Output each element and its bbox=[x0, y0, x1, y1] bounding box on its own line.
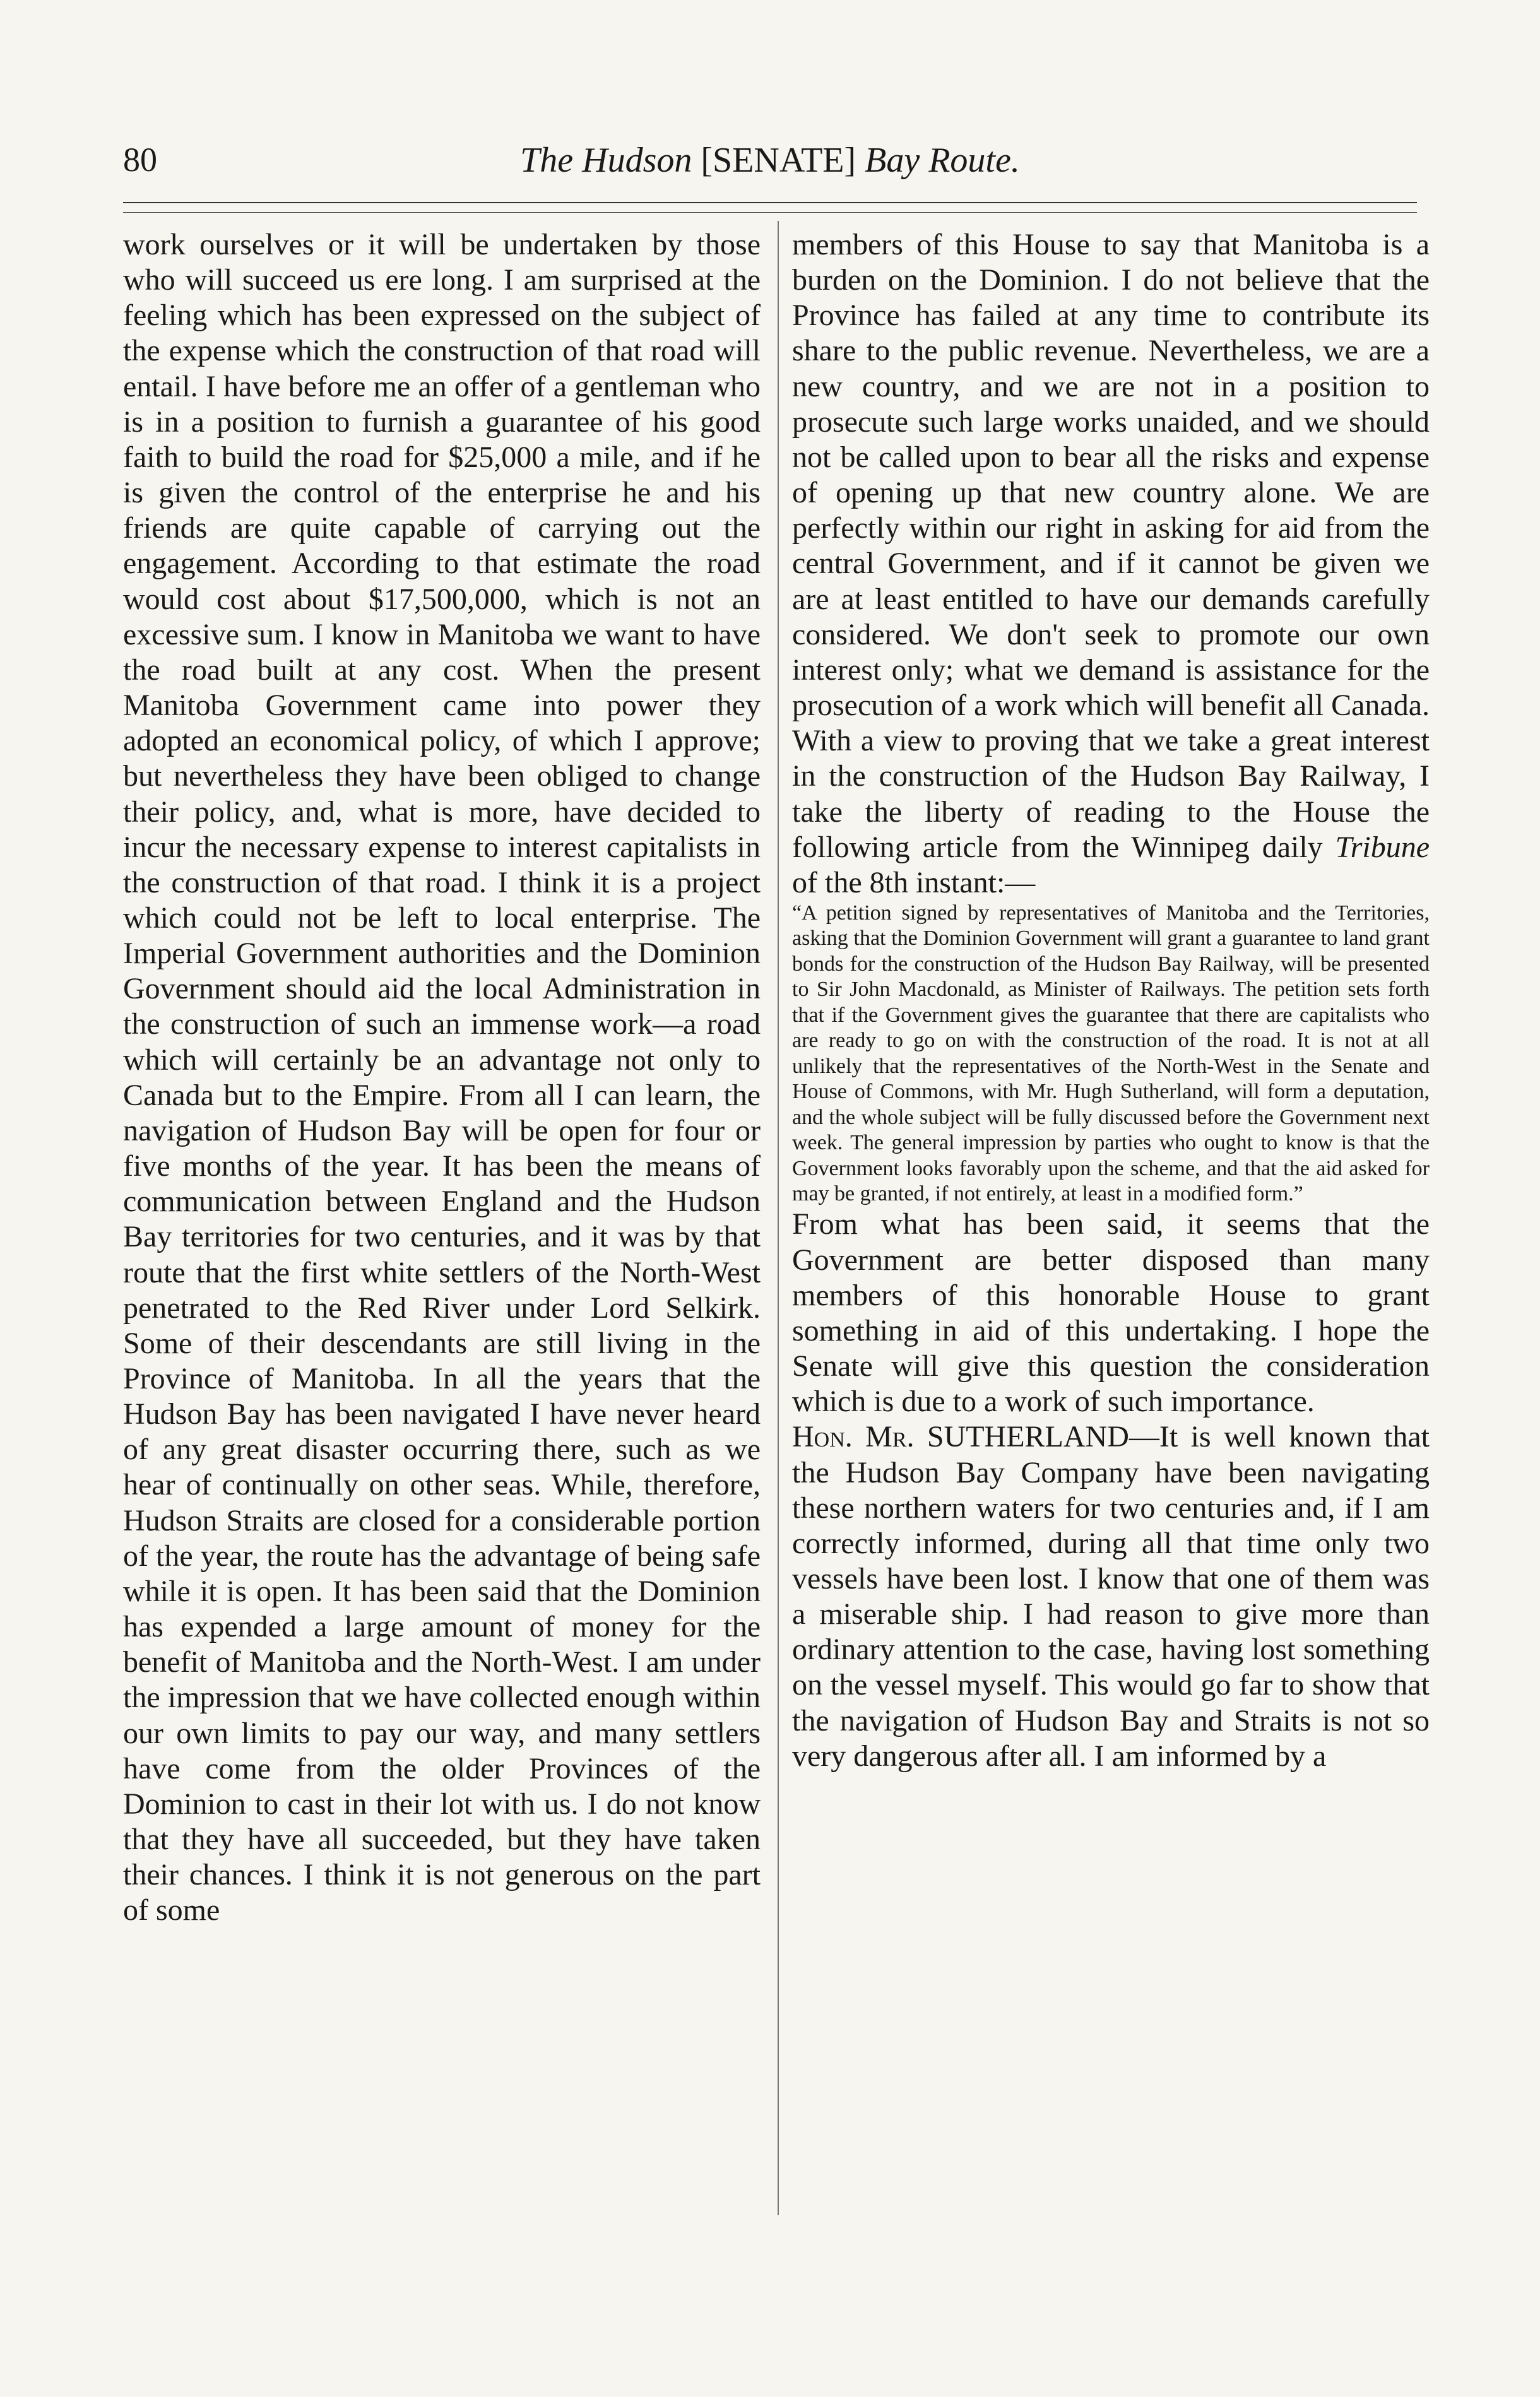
page-header bbox=[123, 140, 1417, 191]
left-column bbox=[123, 227, 761, 1929]
paragraph-1-text: members of this House to say that Manitoba is a burden on the Dominion. I do not believe that the Province has failed at any time to contribute its share to the public revenue. Nevertheless, we are a new country, and we are not in a position to prosecute such large works unaided, and we should not be called upon to bear all the risks and expense of opening up that new country alone. We are perfectly within our right in asking for aid from the central Government, and if it cannot be given we are at least entitled to have our demands carefully considered. We don't seek to promote our own interest only; what we demand is assistance for the prosecution of a work which will benefit all Canada. With a view to proving that we take a great interest in the construction of the Hudson Bay Railway, I take the liberty of reading to the House the following article from the Winnipeg daily bbox=[792, 228, 1430, 864]
right-column-paragraph-3 bbox=[792, 1419, 1430, 1774]
page-number: 80 bbox=[123, 141, 157, 179]
header-rule-bottom bbox=[123, 212, 1417, 213]
speaker-name: Hon. Mr. SUTHERLAND bbox=[792, 1420, 1129, 1454]
tribune-quotation: “A petition signed by representatives of Manitoba and the Territories, asking that the Dominion Government will grant a guarantee to land grant bonds for the construction of the Hudson Bay Railway, will be presented to Sir John Macdonald, as Minister of Railways. The petition sets forth that if the Government gives the guarantee that there are capitalists who are ready to go on with the construction of the road. It is not at all unlikely that the representatives of the North-West in the Senate and House of Commons, with Mr. Hugh Sutherland, will form a deputation, and the whole subject will be fully discussed before the Government next week. The general impression by parties who ought to know is that the Government looks favorably upon the scheme, and that the aid asked for may be granted, if not entirely, at least in a modified form.” bbox=[792, 901, 1430, 1205]
running-head-title-end: Bay Route. bbox=[865, 141, 1020, 180]
left-column-text: work ourselves or it will be undertaken by those who will succeed us ere long. I am surprised at the feeling which has been expressed on the subject of the expense which the construction of that road will entail. I have before me an offer of a gentleman who is in a position to furnish a guarantee of his good faith to build the road for $25,000 a mile, and if he is given the control of the enterprise he and his friends are quite capable of carrying out the engagement. According to that estimate the road would cost about $17,500,000, which is not an excessive sum. I know in Manitoba we want to have the road built at any cost. When the present Manitoba Government came into power they adopted an economical policy, of which I approve; but nevertheless they have been obliged to change their policy, and, what is more, have decided to incur the necessary expense to interest capitalists in the construction of that road. I think it is a project which could not be left to local enterprise. The Imperial Government authorities and the Dominion Government should aid the local Administration in the construction of such an immense work—a road which will certainly be an advantage not only to Canada but to the Empire. From all I can learn, the navigation of Hudson Bay will be open for four or five months of the year. It has been the means of communication between England and the Hudson Bay territories for two centuries, and it was by that route that the first white settlers of the North-West penetrated to the Red River under Lord Selkirk. Some of their descendants are still living in the Province of Manitoba. In all the years that the Hudson Bay has been navigated I have never heard of any great disaster occurring there, such as we hear of continually on other seas. While, therefore, Hudson Straits are closed for a considerable portion of the year, the route has the advantage of being safe while it is open. It has been said that the Dominion has expended a large amount of money for the benefit of Manitoba and the North-West. I am under the impression that we have collected enough within our own limits to pay our way, and many settlers have come from the older Provinces of the Dominion to cast in their lot with us. I do not know that they have all succeeded, but they have taken their chances. I think it is not generous on the part of some bbox=[123, 228, 761, 1927]
tribune-title: Tribune bbox=[1335, 830, 1430, 864]
right-column bbox=[792, 227, 1430, 1774]
running-head-title-start: The Hudson bbox=[520, 141, 692, 180]
right-column-paragraph-1 bbox=[792, 227, 1430, 901]
right-column-paragraph-2: From what has been said, it seems that the Government are better disposed than many members of this honorable House to grant something in aid of this undertaking. I hope the Senate will give this question the consideration which is due to a work of such importance. bbox=[792, 1207, 1430, 1419]
running-head bbox=[123, 140, 1417, 181]
header-rule-top bbox=[123, 202, 1417, 203]
paragraph-3-text: —It is well known that the Hudson Bay Company have been navigating these northern waters for two centuries and, if I am correctly informed, during all that time only two vessels have been lost. I know that one of them was a miserable ship. I had reason to give more than ordinary attention to the case, having lost something on the vessel myself. This would go far to show that the navigation of Hudson Bay and Straits is not so very dangerous after all. I am informed by a bbox=[792, 1420, 1430, 1773]
running-head-senate: [SENATE] bbox=[701, 141, 856, 180]
column-divider bbox=[778, 221, 779, 2215]
paragraph-1-ending: of the 8th instant:— bbox=[792, 865, 1036, 899]
